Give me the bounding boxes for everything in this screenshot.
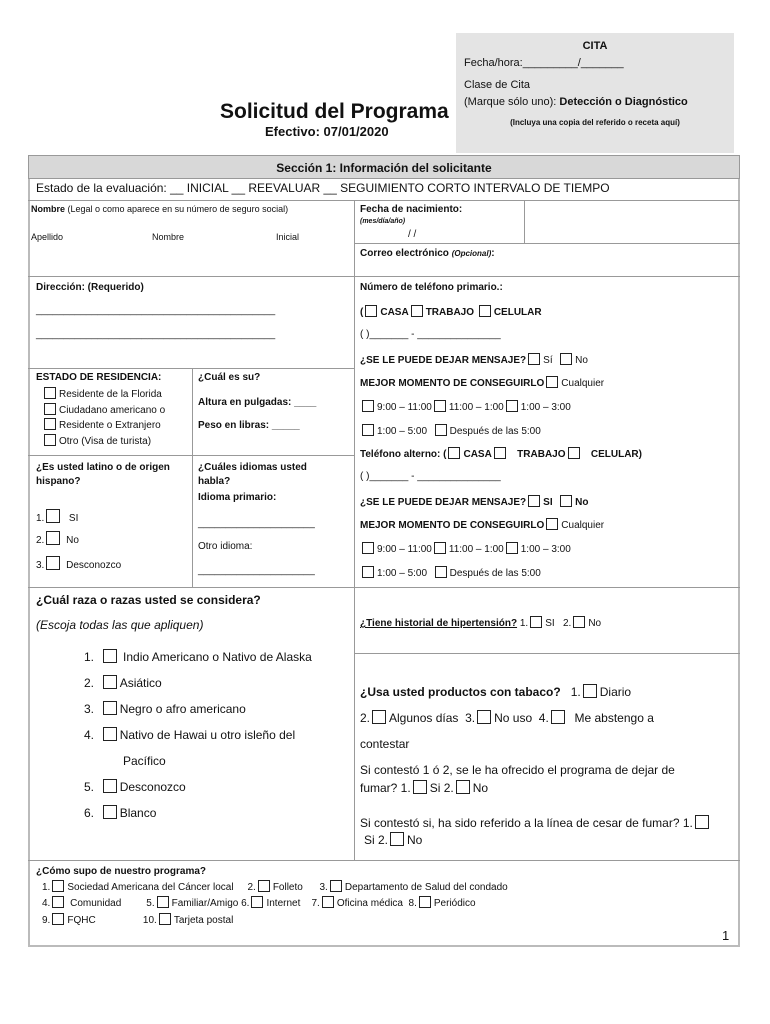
race-options bbox=[84, 644, 312, 826]
time-checkbox[interactable] bbox=[362, 400, 374, 412]
residence-checkbox[interactable] bbox=[44, 434, 56, 446]
hyper-no-label: No bbox=[588, 618, 602, 629]
ref-num: 3. bbox=[319, 882, 328, 893]
ref-num: 6. bbox=[241, 898, 250, 909]
alt-no-label: No bbox=[575, 497, 589, 508]
ref-option: Comunidad bbox=[70, 898, 122, 909]
alt-phone-field[interactable]: ( )_______ - _______________ bbox=[360, 471, 501, 482]
inicial-label: Inicial bbox=[276, 232, 300, 242]
page-title: Solicitud del Programa bbox=[220, 100, 449, 123]
time-label: 1:00 – 3:00 bbox=[520, 402, 571, 413]
latino-question: ¿Es usted latino o de origen bbox=[36, 462, 170, 473]
nombre-sub-label: Nombre bbox=[152, 232, 185, 242]
residence-options bbox=[42, 387, 165, 449]
quit-si-label: Si 2. bbox=[429, 781, 454, 795]
quit-no-label: No bbox=[472, 781, 489, 795]
ref-checkbox[interactable] bbox=[157, 896, 169, 908]
quitline-question: Si contestó si, ha sido referido a la línea de cesar de fumar? 1. bbox=[360, 816, 693, 830]
residence-option: Residente o Extranjero bbox=[59, 420, 161, 431]
race-option: Blanco bbox=[119, 806, 157, 820]
ref-checkbox[interactable] bbox=[419, 896, 431, 908]
message-si-checkbox[interactable] bbox=[528, 353, 540, 365]
primary-phone-field[interactable]: ( )_______ - _______________ bbox=[360, 329, 501, 340]
time-checkbox[interactable] bbox=[435, 424, 447, 436]
race-num: 3. bbox=[84, 702, 95, 716]
race-instruction: (Escoja todas las que apliquen) bbox=[36, 618, 204, 632]
nombre-label: Nombre bbox=[31, 204, 66, 214]
race-num: 5. bbox=[84, 780, 95, 794]
alt-time-label: 11:00 – 1:00 bbox=[448, 544, 504, 555]
tobacco-checkbox[interactable] bbox=[372, 710, 386, 724]
ref-num: 2. bbox=[247, 882, 256, 893]
best-time-label: MEJOR MOMENTO DE CONSEGUIRLO bbox=[360, 378, 545, 389]
si-label: Sí bbox=[543, 355, 553, 366]
quit-no-checkbox[interactable] bbox=[456, 780, 470, 794]
other-language-field[interactable]: _____________________ bbox=[198, 565, 315, 576]
trabajo-checkbox[interactable] bbox=[411, 305, 423, 317]
evaluation-status[interactable]: Estado de la evaluación: __ INICIAL __ REEVALUAR __ SEGUIMIENTO CORTO INTERVALO DE TIEMPO bbox=[36, 181, 610, 195]
tobacco-checkbox[interactable] bbox=[477, 710, 491, 724]
alt-message-question: ¿SE LE PUEDE DEJAR MENSAJE? bbox=[360, 497, 527, 508]
race-option: Negro o afro americano bbox=[119, 702, 246, 716]
message-no-checkbox[interactable] bbox=[560, 353, 572, 365]
ref-num: 9. bbox=[42, 915, 51, 926]
ref-option: FQHC bbox=[67, 915, 96, 926]
ref-num: 1. bbox=[42, 882, 51, 893]
alt-time-checkbox[interactable] bbox=[434, 542, 446, 554]
ref-num: 7. bbox=[311, 898, 320, 909]
ref-checkbox[interactable] bbox=[52, 880, 64, 892]
alt-trabajo-checkbox[interactable] bbox=[494, 447, 506, 459]
ref-checkbox[interactable] bbox=[251, 896, 263, 908]
address-line-1[interactable]: ___________________________________________ bbox=[36, 305, 276, 316]
celular-checkbox[interactable] bbox=[479, 305, 491, 317]
appointment-type: Detección o Diagnóstico bbox=[559, 96, 688, 108]
race-option: Nativo de Hawai u otro isleño del bbox=[119, 728, 296, 742]
tobacco-option: No uso bbox=[494, 711, 533, 725]
race-option: Desconozco bbox=[119, 780, 186, 794]
tobacco-option: Algunos días bbox=[389, 711, 459, 725]
ref-option: Folleto bbox=[272, 882, 303, 893]
ref-option: Tarjeta postal bbox=[173, 915, 234, 926]
race-question: ¿Cuál raza o razas usted se considera? bbox=[36, 593, 261, 607]
quit-si-checkbox[interactable] bbox=[413, 780, 427, 794]
cual-label: ¿Cuál es su? bbox=[198, 372, 261, 383]
quitline-no-label: No bbox=[407, 833, 423, 847]
alt-message-si-checkbox[interactable] bbox=[528, 495, 540, 507]
alt-casa-checkbox[interactable] bbox=[448, 447, 460, 459]
alt-time-checkbox[interactable] bbox=[506, 542, 518, 554]
tobacco-checkbox[interactable] bbox=[551, 710, 565, 724]
clase-label: Clase de Cita bbox=[464, 79, 531, 91]
alt-trabajo-label: TRABAJO bbox=[517, 449, 566, 460]
message-question: ¿SE LE PUEDE DEJAR MENSAJE? bbox=[360, 355, 527, 366]
alt-time-checkbox[interactable] bbox=[435, 566, 447, 578]
primary-phone-label: Número de teléfono primario.: bbox=[360, 282, 503, 293]
alt-message-no-checkbox[interactable] bbox=[560, 495, 572, 507]
residence-label: ESTADO DE RESIDENCIA: bbox=[36, 372, 162, 383]
race-checkbox[interactable] bbox=[103, 701, 117, 715]
alt-time-label: 1:00 – 5:00 bbox=[377, 568, 428, 579]
latino-num: 2. bbox=[36, 535, 45, 546]
ref-option: Periódico bbox=[433, 898, 476, 909]
casa-label: CASA bbox=[380, 307, 409, 318]
hyper-no-checkbox[interactable] bbox=[573, 616, 585, 628]
alt-celular-label: CELULAR) bbox=[590, 449, 642, 460]
tobacco-num: 3. bbox=[465, 711, 476, 725]
alt-best-time-label: MEJOR MOMENTO DE CONSEGUIRLO bbox=[360, 520, 545, 531]
race-option: Indio Americano o Nativo de Alaska bbox=[123, 650, 312, 664]
residence-checkbox[interactable] bbox=[44, 418, 56, 430]
ref-checkbox[interactable] bbox=[322, 896, 334, 908]
email-optional: (Opcional) bbox=[451, 249, 492, 258]
hypertension-question: ¿Tiene historial de hipertensión? bbox=[360, 618, 518, 629]
appointment-box bbox=[456, 33, 734, 153]
weight-field[interactable]: Peso en libras: _____ bbox=[198, 420, 300, 431]
quitline-si-checkbox[interactable] bbox=[695, 815, 709, 829]
tobacco-num: 4. bbox=[538, 711, 549, 725]
tobacco-num: 1. bbox=[570, 685, 581, 699]
alt-celular-checkbox[interactable] bbox=[568, 447, 580, 459]
tobacco-option: Me abstengo a bbox=[574, 711, 654, 725]
residence-option: Otro (Visa de turista) bbox=[59, 435, 152, 447]
race-option: Asiático bbox=[119, 676, 162, 690]
time-checkbox[interactable] bbox=[434, 400, 446, 412]
tobacco-option-cont: contestar bbox=[360, 737, 410, 751]
latino-si-label: SI bbox=[68, 513, 79, 524]
email-colon: : bbox=[491, 248, 495, 259]
alt-phone-label: Teléfono alterno: ( bbox=[360, 449, 447, 460]
fecha-hora-field[interactable]: Fecha/hora:_________/_______ bbox=[464, 57, 624, 69]
ref-num: 4. bbox=[42, 898, 51, 909]
hyper-num: 2. bbox=[562, 618, 572, 629]
alt-time-label: Después de las 5:00 bbox=[449, 568, 541, 579]
latino-desc-label: Desconozco bbox=[66, 560, 122, 571]
ref-option: Departamento de Salud del condado bbox=[344, 882, 508, 893]
height-field[interactable]: Altura en pulgadas: ____ bbox=[198, 397, 317, 408]
time-checkbox[interactable] bbox=[506, 400, 518, 412]
marque-label: (Marque sólo uno): bbox=[464, 96, 560, 108]
languages-question-cont: habla? bbox=[198, 476, 231, 487]
nombre-hint: (Legal o como aparece en su número de seguro social) bbox=[65, 204, 289, 214]
ref-num: 5. bbox=[146, 898, 155, 909]
ref-option: Sociedad Americana del Cáncer local bbox=[67, 882, 234, 893]
languages-question: ¿Cuáles idiomas usted bbox=[198, 462, 307, 473]
time-label: 9:00 – 11:00 bbox=[377, 402, 432, 413]
hyper-si-label: SI bbox=[545, 618, 555, 629]
ref-checkbox[interactable] bbox=[52, 913, 64, 925]
latino-question-cont: hispano? bbox=[36, 476, 81, 487]
time-checkbox[interactable] bbox=[362, 424, 374, 436]
race-checkbox[interactable] bbox=[103, 805, 117, 819]
residence-checkbox[interactable] bbox=[44, 387, 56, 399]
birthdate-label: Fecha de nacimiento: bbox=[360, 204, 463, 215]
tobacco-question: ¿Usa usted productos con tabaco? bbox=[360, 685, 561, 699]
alt-si-label: SI bbox=[543, 497, 553, 508]
address-line-2[interactable]: ___________________________________________ bbox=[36, 329, 276, 340]
tobacco-option: Diario bbox=[599, 685, 632, 699]
hyper-si-checkbox[interactable] bbox=[530, 616, 542, 628]
race-num: 4. bbox=[84, 728, 95, 742]
primary-language-field[interactable]: _____________________ bbox=[198, 518, 315, 529]
celular-label: CELULAR bbox=[493, 307, 542, 318]
alt-cualquier-checkbox[interactable] bbox=[546, 518, 558, 530]
residence-checkbox[interactable] bbox=[44, 403, 56, 415]
latino-si-checkbox[interactable] bbox=[46, 509, 60, 523]
quit-program-question-cont: fumar? 1. bbox=[360, 781, 411, 795]
race-num: 2. bbox=[84, 676, 95, 690]
ref-checkbox[interactable] bbox=[258, 880, 270, 892]
casa-checkbox[interactable] bbox=[365, 305, 377, 317]
time-label: 1:00 – 5:00 bbox=[377, 426, 428, 437]
phone-paren: ( bbox=[360, 307, 364, 318]
latino-no-label: No bbox=[66, 535, 79, 546]
address-label: Dirección: (Requerido) bbox=[36, 282, 144, 293]
latino-num: 1. bbox=[36, 513, 45, 524]
cita-header: CITA bbox=[582, 40, 608, 52]
trabajo-label: TRABAJO bbox=[425, 307, 475, 318]
tobacco-checkbox[interactable] bbox=[583, 684, 597, 698]
birthdate-format: (mes/día/año) bbox=[360, 218, 406, 225]
page-number: 1 bbox=[722, 928, 730, 943]
ref-option: Oficina médica bbox=[336, 898, 403, 909]
ref-checkbox[interactable] bbox=[330, 880, 342, 892]
no-label: No bbox=[575, 355, 588, 366]
latino-num: 3. bbox=[36, 560, 45, 571]
ref-option: Familiar/Amigo bbox=[171, 898, 239, 909]
race-checkbox[interactable] bbox=[103, 675, 117, 689]
tobacco-num: 2. bbox=[360, 711, 371, 725]
race-num: 6. bbox=[84, 806, 95, 820]
referral-question: ¿Cómo supo de nuestro programa? bbox=[36, 866, 207, 877]
quitline-si-label: Si 2. bbox=[364, 833, 389, 847]
alt-time-label: 9:00 – 11:00 bbox=[377, 544, 432, 555]
ref-num: 8. bbox=[408, 898, 417, 909]
residence-option: Residente de la Florida bbox=[59, 389, 162, 400]
alt-time-label: 1:00 – 3:00 bbox=[520, 544, 571, 555]
residence-option: Ciudadano americano o bbox=[59, 404, 166, 416]
alt-time-checkbox[interactable] bbox=[362, 566, 374, 578]
race-option-cont: Pacífico bbox=[123, 754, 166, 768]
section-header: Sección 1: Información del solicitante bbox=[28, 155, 740, 179]
ref-checkbox[interactable] bbox=[52, 896, 64, 908]
ref-option: Internet bbox=[266, 898, 301, 909]
latino-desc-checkbox[interactable] bbox=[46, 556, 60, 570]
time-label: Después de las 5:00 bbox=[449, 426, 541, 437]
ref-num: 10. bbox=[142, 915, 157, 926]
effective-date: Efectivo: 07/01/2020 bbox=[265, 124, 389, 139]
email-label: Correo electrónico bbox=[360, 248, 452, 259]
race-checkbox[interactable] bbox=[103, 649, 117, 663]
race-num: 1. bbox=[84, 650, 95, 664]
apellido-label: Apellido bbox=[31, 232, 64, 242]
latino-no-checkbox[interactable] bbox=[46, 531, 60, 545]
birthdate-field[interactable]: / / bbox=[408, 229, 417, 240]
hyper-num: 1. bbox=[519, 618, 529, 629]
alt-cualquier-label: Cualquier bbox=[561, 520, 605, 531]
cita-note: (Incluya una copia del referido o receta aquí) bbox=[510, 118, 680, 127]
cualquier-checkbox[interactable] bbox=[546, 376, 558, 388]
ref-checkbox[interactable] bbox=[159, 913, 171, 925]
race-checkbox[interactable] bbox=[103, 727, 117, 741]
quit-program-question: Si contestó 1 ó 2, se le ha ofrecido el programa de dejar de bbox=[360, 763, 675, 777]
quitline-no-checkbox[interactable] bbox=[390, 832, 404, 846]
other-language-label: Otro idioma: bbox=[198, 541, 253, 552]
alt-casa-label: CASA bbox=[463, 449, 492, 460]
primary-language-label: Idioma primario: bbox=[198, 492, 277, 503]
alt-time-checkbox[interactable] bbox=[362, 542, 374, 554]
time-label: 11:00 – 1:00 bbox=[448, 402, 504, 413]
race-checkbox[interactable] bbox=[103, 779, 117, 793]
cualquier-label: Cualquier bbox=[561, 378, 605, 389]
